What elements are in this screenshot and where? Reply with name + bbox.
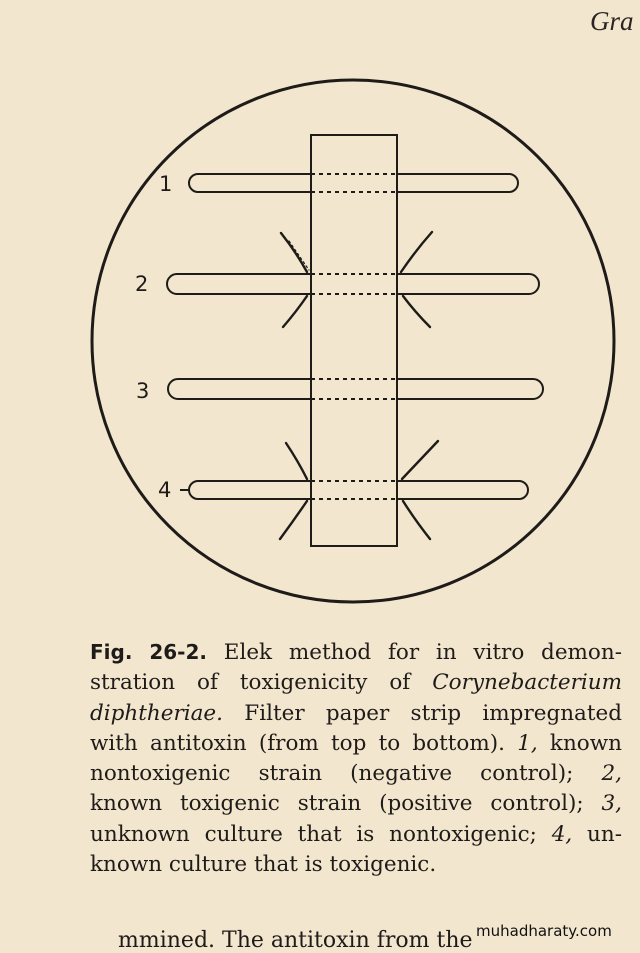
genus-name: Corynebacterium <box>432 670 622 696</box>
strain-label-2: 2 <box>135 272 149 296</box>
caption-text: with antitoxin (from top to bottom). <box>90 730 518 756</box>
strain-label-3: 3 <box>136 379 150 403</box>
figure-number: Fig. 26-2. <box>90 640 207 664</box>
strain-ref-3: 3, <box>601 791 622 817</box>
precipitin-lines-4 <box>280 441 438 539</box>
petri-dish <box>92 80 614 602</box>
culture-streak-4 <box>180 481 528 499</box>
figure-caption <box>90 637 622 880</box>
caption-text: unknown culture that is nontoxigenic; <box>90 821 552 847</box>
caption-text: known toxigenic strain (positive control); <box>90 791 602 817</box>
page-header-fragment: Gra <box>590 6 634 36</box>
caption-text: known culture that is toxigenic. <box>90 852 437 878</box>
strain-label-1: 1 <box>159 172 173 196</box>
cut-off-body-text: mmined. The antitoxin from the <box>118 928 473 953</box>
strain-ref-4: 4, <box>551 821 573 847</box>
strain-ref-2: 2, <box>601 761 622 787</box>
caption-text: known <box>537 730 623 756</box>
strain-ref-1: 1, <box>517 730 538 756</box>
caption-text: un- <box>572 821 622 847</box>
caption-text: Elek method for in vitro demon- <box>223 640 622 665</box>
strain-label-4: 4 <box>158 478 172 502</box>
caption-text: Filter paper strip impregnated <box>223 700 622 726</box>
precipitin-lines-2 <box>281 232 432 327</box>
culture-streak-3 <box>168 379 543 399</box>
caption-text: stration of toxigenicity of <box>90 670 433 696</box>
culture-streak-1 <box>189 174 518 192</box>
caption-text: nontoxigenic strain (negative control); <box>90 761 602 787</box>
antitoxin-filter-strip <box>311 135 397 546</box>
species-name: diphtheriae. <box>90 700 223 726</box>
watermark: muhadharaty.com <box>476 922 612 940</box>
culture-streak-2 <box>167 274 539 294</box>
